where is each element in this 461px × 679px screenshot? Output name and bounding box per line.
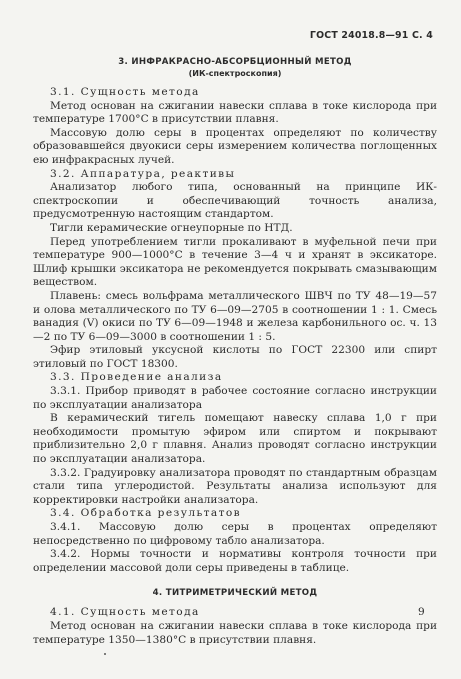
paragraph: Тигли керамические огнеупорные по НТД. — [50, 221, 293, 234]
paragraph: 3.4.1. Массовую долю серы в процентах определяют непосредственно по цифровому табло анализатора. — [33, 521, 437, 547]
page-header: ГОСТ 24018.8—91 С. 4 — [309, 30, 433, 41]
section-3-title: 3. ИНФРАКРАСНО-АБСОРБЦИОННЫЙ МЕТОД — [118, 57, 352, 67]
subsection-3-2-heading: 3.2. Аппаратура, реактивы — [50, 167, 236, 180]
subsection-3-1-heading: 3.1. Сущность метода — [50, 86, 200, 98]
paragraph: Эфир этиловый уксусной кислоты по ГОСТ 22300 или спирт этиловый по ГОСТ 18300. — [33, 344, 437, 370]
subsection-3-4-heading: 3.4. Обработка результатов — [50, 507, 242, 520]
paragraph: Перед употреблением тигли прокаливают в муфельной печи при температуре 900—1000°C в течение 3—4 ч и хранят в эксикаторе. Шлиф крышки эксикатора не рекомендуется покрывать смазывающим веществом. — [33, 235, 437, 289]
paragraph: 3.3.1. Прибор приводят в рабочее состояние согласно инструкции по эксплуатации анализатора — [33, 385, 437, 411]
paragraph: Анализатор любого типа, основанный на принципе ИК-спектроскопии и обеспечивающий точность анализа, предусмотренную настоящим стандартом. — [33, 181, 437, 221]
section-3-subtitle: (ИК-спектроскопия) — [188, 69, 282, 78]
paragraph: Метод основан на сжигании навески сплава в токе кислорода при температуре 1350—1380°C в присутствии плавня. — [33, 619, 437, 646]
subsection-3-3-heading: 3.3. Проведение анализа — [50, 371, 223, 384]
paragraph: 3.4.2. Нормы точности и нормативы контроля точности при определении массовой доли серы приведены в таблице. — [33, 548, 437, 574]
paragraph: 3.3.2. Градуировку анализатора проводят по стандартным образцам стали типа углеродистой. Результаты анализа используют для корректировки настройки анализатора. — [33, 466, 437, 506]
subsection-4-1-heading: 4.1. Сущность метода — [50, 606, 200, 619]
paragraph: Массовую долю серы в процентах определяют по количеству образовавшейся двуокиси серы измерением количества поглощенных ею инфракрасных лучей. — [33, 126, 437, 166]
section-4-title: 4. ТИТРИМЕТРИЧЕСКИЙ МЕТОД — [152, 588, 318, 599]
page-content — [33, 56, 437, 647]
scan-speck — [104, 653, 106, 655]
page-number: 9 — [418, 606, 425, 618]
paragraph: Метод основан на сжигании навески сплава в токе кислорода при температуре 1700°C в присутствии плавня. — [33, 99, 437, 126]
paragraph: Плавень: смесь вольфрама металлического ШВЧ по ТУ 48—19—57 и олова металлического по ТУ 6—09—2705 в соотношении 1 : 1. Смесь ванадия (V) окиси по ТУ 6—09—1948 и железа карбонильного ос. ч. 13—2 по ТУ 6—09—3000 в соотношении 1 : 5. — [33, 289, 437, 343]
paragraph: В керамический тигель помещают навеску сплава 1,0 г при необходимости промытую эфиром или спиртом и покрывают приблизительно 2,0 г плавня. Анализ проводят согласно инструкции по эксплуатации анализатора. — [33, 412, 437, 466]
